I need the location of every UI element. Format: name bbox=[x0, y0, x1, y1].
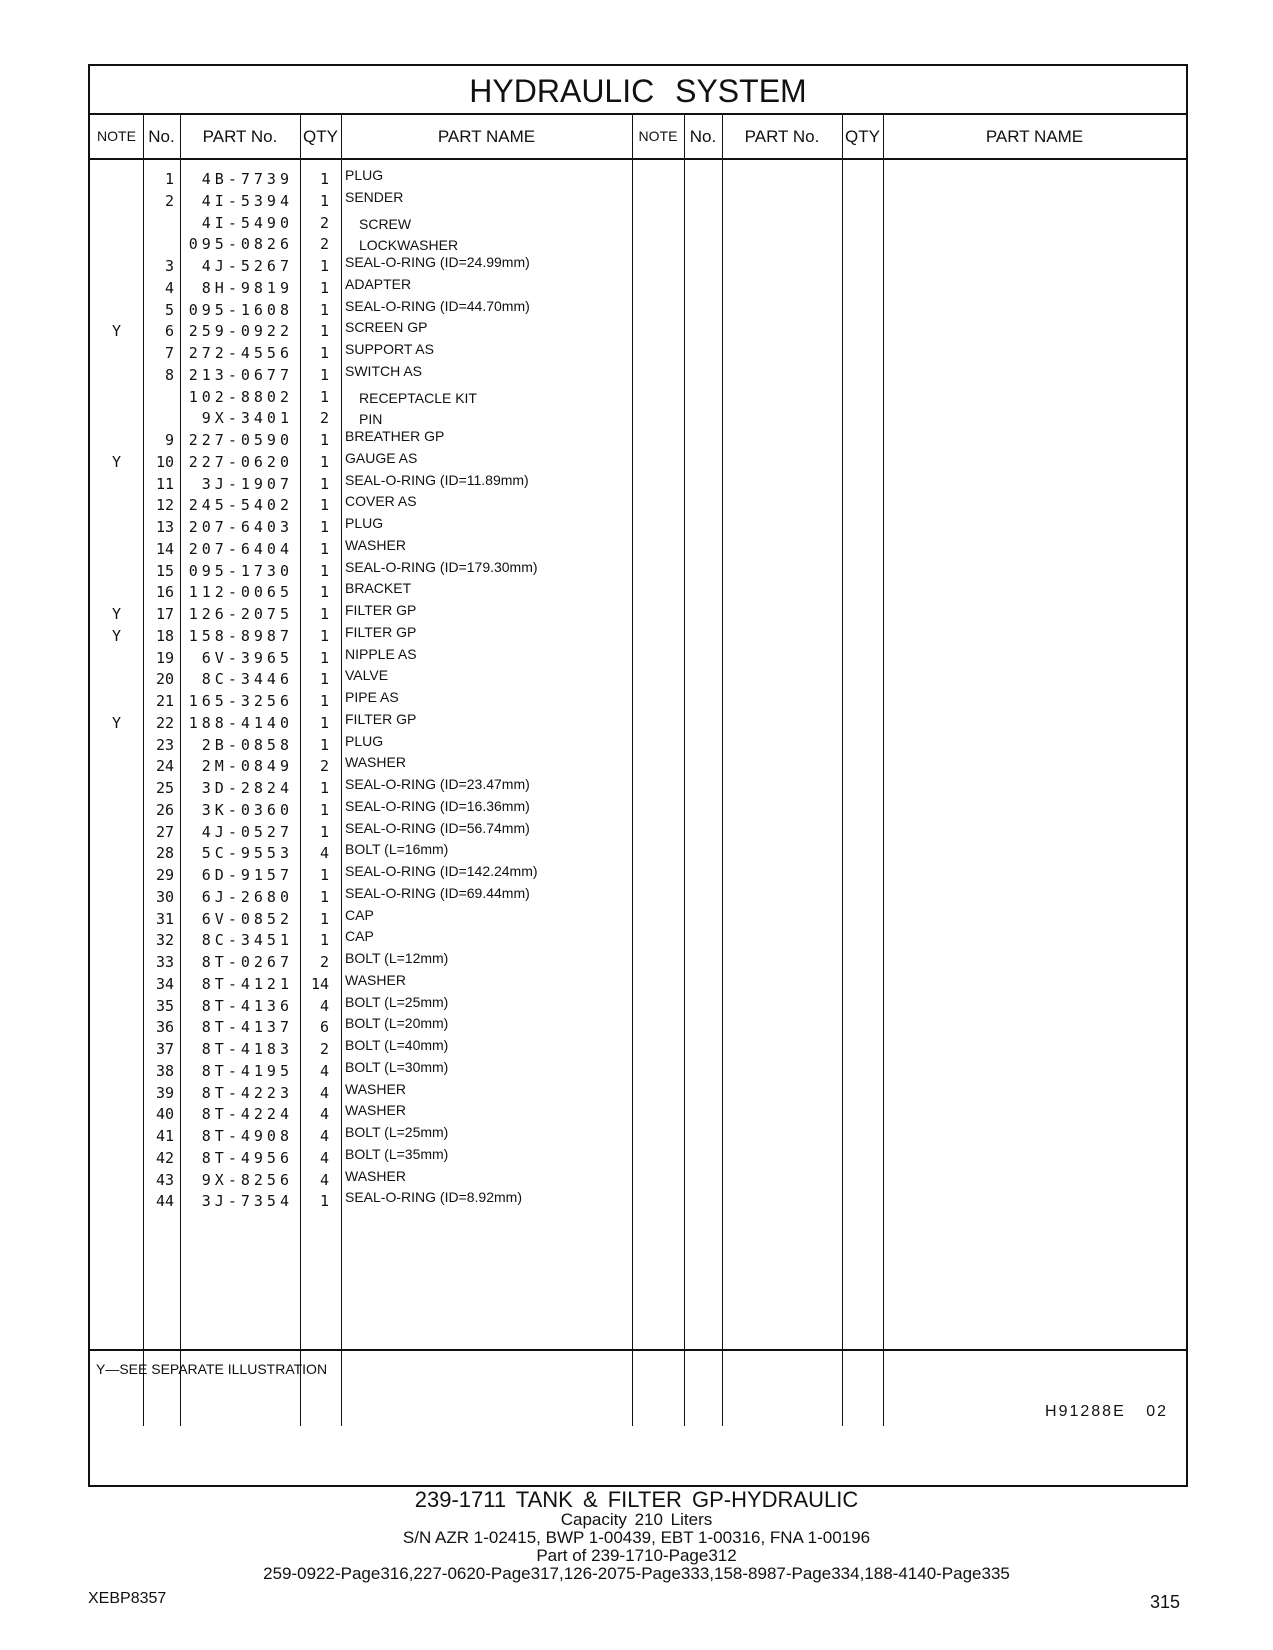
row-number: 1 bbox=[164, 170, 174, 188]
row-number: 22 bbox=[155, 713, 174, 732]
row-quantity: 1 bbox=[319, 322, 329, 341]
row-part-name: BOLT (L=35mm) bbox=[345, 1145, 449, 1162]
row-number: 7 bbox=[164, 344, 174, 362]
row-part-name: RECEPTACLE KIT bbox=[359, 389, 477, 406]
row-part-number: 4J-0527 bbox=[201, 822, 293, 841]
row-quantity: 1 bbox=[319, 561, 329, 580]
row-part-name: BOLT (L=12mm) bbox=[345, 950, 449, 966]
row-number: 3 bbox=[164, 257, 174, 275]
row-part-name: SEAL-O-RING (ID=24.99mm) bbox=[345, 254, 530, 270]
row-part-number: 207-6404 bbox=[188, 539, 293, 558]
row-quantity: 1 bbox=[319, 670, 329, 689]
column-divider bbox=[684, 113, 685, 1426]
row-part-number: 3D-2824 bbox=[201, 779, 293, 797]
row-number: 43 bbox=[155, 1170, 174, 1189]
row-part-number: 3J-7354 bbox=[201, 1192, 293, 1211]
row-quantity: 1 bbox=[319, 170, 329, 188]
caption-references: 259-0922-Page316,227-0620-Page317,126-2075-Page333,158-8987-Page334,188-4140-Page335 bbox=[263, 1564, 1010, 1583]
row-part-number: 165-3256 bbox=[188, 692, 293, 710]
row-number: 5 bbox=[164, 300, 174, 319]
row-quantity: 1 bbox=[319, 779, 329, 797]
row-part-name: SEAL-O-RING (ID=44.70mm) bbox=[345, 297, 530, 314]
row-note: Y bbox=[111, 452, 122, 471]
row-part-number: 8T-4121 bbox=[201, 974, 293, 993]
row-part-name: BOLT (L=20mm) bbox=[345, 1015, 449, 1032]
row-quantity: 1 bbox=[319, 452, 329, 471]
row-number: 2 bbox=[164, 191, 174, 210]
row-quantity: 4 bbox=[319, 1170, 329, 1189]
row-part-name: PIPE AS bbox=[345, 689, 399, 705]
row-quantity: 2 bbox=[319, 953, 329, 971]
row-part-number: 112-0065 bbox=[188, 583, 293, 602]
table-row bbox=[90, 190, 630, 212]
row-part-name: SCREEN GP bbox=[345, 319, 428, 336]
row-part-number: 095-1730 bbox=[188, 561, 293, 580]
row-number: 11 bbox=[155, 474, 174, 493]
row-part-name: SEAL-O-RING (ID=69.44mm) bbox=[345, 884, 530, 901]
row-part-name: LOCKWASHER bbox=[359, 237, 459, 254]
row-part-number: 8T-4224 bbox=[201, 1105, 293, 1124]
row-part-name: WASHER bbox=[345, 971, 406, 988]
row-part-name: BOLT (L=40mm) bbox=[345, 1037, 449, 1053]
column-divider bbox=[722, 113, 723, 1426]
row-number: 13 bbox=[155, 518, 174, 536]
drawing-code: H91288E 02 bbox=[1045, 1403, 1168, 1420]
row-part-number: 207-6403 bbox=[188, 518, 293, 536]
caption-capacity: Capacity 210 Liters bbox=[560, 1510, 713, 1529]
row-number: 4 bbox=[164, 278, 174, 297]
header-part-name-left: PART NAME bbox=[341, 113, 632, 160]
row-quantity: 1 bbox=[319, 496, 329, 515]
row-quantity: 1 bbox=[319, 822, 329, 841]
parts-table-frame bbox=[88, 64, 1188, 1487]
row-number: 39 bbox=[155, 1083, 174, 1102]
row-note: Y bbox=[111, 713, 122, 732]
row-quantity: 1 bbox=[319, 365, 329, 384]
row-quantity: 2 bbox=[319, 409, 329, 428]
row-part-number: 158-8987 bbox=[188, 626, 293, 645]
header-note-left: NOTE bbox=[90, 113, 143, 160]
row-number: 42 bbox=[155, 1148, 174, 1167]
row-number: 35 bbox=[155, 996, 174, 1015]
header-part-name-right: PART NAME bbox=[883, 113, 1186, 160]
row-number: 30 bbox=[155, 887, 174, 906]
header-qty-left: QTY bbox=[300, 113, 341, 160]
row-part-number: 6D-9157 bbox=[201, 866, 293, 884]
row-part-number: 8T-4956 bbox=[201, 1148, 293, 1167]
table-row bbox=[90, 212, 630, 234]
row-part-name: WASHER bbox=[345, 754, 406, 771]
row-quantity: 1 bbox=[319, 518, 329, 536]
row-number: 14 bbox=[155, 539, 174, 558]
row-number: 10 bbox=[155, 452, 174, 471]
row-number: 21 bbox=[155, 692, 174, 710]
row-part-number: 8C-3451 bbox=[201, 931, 293, 950]
header-part-no-left: PART No. bbox=[180, 113, 300, 160]
row-quantity: 6 bbox=[319, 1018, 329, 1037]
row-part-number: 095-0826 bbox=[188, 235, 293, 254]
row-quantity: 1 bbox=[319, 539, 329, 558]
row-quantity: 1 bbox=[319, 344, 329, 362]
row-quantity: 4 bbox=[319, 844, 329, 863]
row-number: 32 bbox=[155, 931, 174, 950]
row-number: 19 bbox=[155, 648, 174, 667]
header-no-left: No. bbox=[143, 113, 180, 160]
row-part-name: BREATHER GP bbox=[345, 428, 445, 444]
row-quantity: 4 bbox=[319, 1127, 329, 1145]
row-part-number: 8T-0267 bbox=[201, 953, 293, 971]
row-number: 28 bbox=[155, 844, 174, 863]
row-number: 23 bbox=[155, 735, 174, 754]
header-qty-right: QTY bbox=[842, 113, 883, 160]
row-part-name: GAUGE AS bbox=[345, 449, 418, 466]
row-quantity: 4 bbox=[319, 996, 329, 1015]
row-part-number: 3K-0360 bbox=[201, 800, 293, 819]
row-part-name: BOLT (L=25mm) bbox=[345, 993, 449, 1010]
row-part-name: PLUG bbox=[345, 732, 384, 749]
row-quantity: 1 bbox=[319, 713, 329, 732]
row-quantity: 1 bbox=[319, 605, 329, 623]
row-number: 24 bbox=[155, 757, 174, 776]
row-part-number: 6J-2680 bbox=[201, 887, 293, 906]
row-part-name: SEAL-O-RING (ID=179.30mm) bbox=[345, 558, 538, 575]
row-part-name: CAP bbox=[345, 928, 374, 945]
row-part-number: 3J-1907 bbox=[201, 474, 293, 493]
row-part-number: 8T-4137 bbox=[201, 1018, 293, 1037]
row-part-name: SEAL-O-RING (ID=11.89mm) bbox=[345, 471, 529, 488]
row-number: 6 bbox=[164, 322, 174, 341]
row-part-number: 188-4140 bbox=[188, 713, 293, 732]
table-row bbox=[90, 364, 630, 386]
row-part-number: 6V-0852 bbox=[201, 909, 293, 928]
row-quantity: 1 bbox=[319, 583, 329, 602]
row-quantity: 1 bbox=[319, 866, 329, 884]
row-part-name: BRACKET bbox=[345, 580, 412, 597]
row-quantity: 1 bbox=[319, 387, 329, 406]
column-divider bbox=[883, 113, 884, 1426]
row-part-name: WASHER bbox=[345, 536, 406, 553]
row-part-name: PLUG bbox=[345, 167, 384, 183]
row-quantity: 1 bbox=[319, 800, 329, 819]
header-no-right: No. bbox=[684, 113, 722, 160]
caption-title: 239-1711 TANK & FILTER GP-HYDRAULIC bbox=[414, 1487, 859, 1512]
row-part-number: 213-0677 bbox=[188, 365, 293, 384]
row-number: 15 bbox=[155, 561, 174, 580]
row-part-name: FILTER GP bbox=[345, 623, 417, 640]
row-number: 31 bbox=[155, 909, 174, 928]
row-part-number: 8T-4223 bbox=[201, 1083, 293, 1102]
row-quantity: 4 bbox=[319, 1148, 329, 1167]
row-note: Y bbox=[111, 605, 122, 623]
row-part-name: VALVE bbox=[345, 667, 389, 684]
row-part-name: BOLT (L=16mm) bbox=[345, 841, 449, 858]
row-part-name: WASHER bbox=[345, 1102, 406, 1119]
row-part-number: 245-5402 bbox=[188, 496, 293, 515]
header-note-right: NOTE bbox=[632, 113, 684, 160]
row-part-number: 227-0590 bbox=[188, 431, 293, 449]
caption-serial-numbers: S/N AZR 1-02415, BWP 1-00439, EBT 1-00316, FNA 1-00196 bbox=[402, 1528, 871, 1547]
row-part-number: 9X-3401 bbox=[201, 409, 293, 428]
row-part-name: WASHER bbox=[345, 1167, 406, 1184]
row-part-number: 102-8802 bbox=[188, 387, 293, 406]
caption-part-of: Part of 239-1710-Page312 bbox=[536, 1546, 737, 1565]
row-part-number: 8T-4908 bbox=[201, 1127, 293, 1145]
row-part-number: 126-2075 bbox=[188, 605, 293, 623]
row-quantity: 1 bbox=[319, 648, 329, 667]
row-note: Y bbox=[111, 322, 122, 341]
row-part-number: 272-4556 bbox=[188, 344, 293, 362]
row-number: 29 bbox=[155, 866, 174, 884]
row-quantity: 1 bbox=[319, 1192, 329, 1211]
row-number: 25 bbox=[155, 779, 174, 797]
table-row bbox=[90, 386, 630, 408]
row-number: 41 bbox=[155, 1127, 174, 1145]
row-part-name: CAP bbox=[345, 906, 374, 923]
row-part-name: FILTER GP bbox=[345, 602, 417, 618]
row-part-name: SEAL-O-RING (ID=16.36mm) bbox=[345, 797, 530, 814]
row-part-name: SCREW bbox=[359, 215, 412, 232]
row-part-number: 8T-4195 bbox=[201, 1061, 293, 1080]
row-quantity: 1 bbox=[319, 257, 329, 275]
row-part-name: SEAL-O-RING (ID=23.47mm) bbox=[345, 776, 530, 792]
row-part-number: 6V-3965 bbox=[201, 648, 293, 667]
row-part-name: SEAL-O-RING (ID=56.74mm) bbox=[345, 819, 530, 836]
row-number: 16 bbox=[155, 583, 174, 602]
note-legend: Y—SEE SEPARATE ILLUSTRATION bbox=[96, 1361, 328, 1377]
table-title: HYDRAULIC SYSTEM bbox=[90, 66, 1186, 115]
row-part-number: 2M-0849 bbox=[201, 757, 293, 776]
row-quantity: 2 bbox=[319, 213, 329, 232]
column-divider bbox=[842, 113, 843, 1426]
row-part-number: 259-0922 bbox=[188, 322, 293, 341]
row-quantity: 4 bbox=[319, 1083, 329, 1102]
row-number: 34 bbox=[155, 974, 174, 993]
row-number: 33 bbox=[155, 953, 174, 971]
row-part-name: SEAL-O-RING (ID=8.92mm) bbox=[345, 1189, 522, 1206]
row-quantity: 1 bbox=[319, 300, 329, 319]
table-bottom-rule bbox=[90, 1349, 1186, 1351]
row-number: 8 bbox=[164, 365, 174, 384]
row-number: 38 bbox=[155, 1061, 174, 1080]
row-part-number: 9X-8256 bbox=[201, 1170, 293, 1189]
row-quantity: 1 bbox=[319, 191, 329, 210]
row-part-name: SEAL-O-RING (ID=142.24mm) bbox=[345, 863, 538, 879]
row-quantity: 1 bbox=[319, 692, 329, 710]
row-quantity: 1 bbox=[319, 278, 329, 297]
row-part-number: 4J-5267 bbox=[201, 257, 293, 275]
row-part-name: BOLT (L=30mm) bbox=[345, 1058, 449, 1075]
row-number: 40 bbox=[155, 1105, 174, 1124]
document-id: XEBP8357 bbox=[88, 1590, 167, 1607]
row-number: 26 bbox=[155, 800, 174, 819]
row-number: 36 bbox=[155, 1018, 174, 1037]
row-quantity: 1 bbox=[319, 931, 329, 950]
row-quantity: 1 bbox=[319, 909, 329, 928]
row-part-number: 8C-3446 bbox=[201, 670, 293, 689]
row-part-number: 8H-9819 bbox=[201, 278, 293, 297]
row-part-number: 4I-5394 bbox=[201, 191, 293, 210]
table-row bbox=[90, 1190, 630, 1212]
row-number: 27 bbox=[155, 822, 174, 841]
row-part-name: COVER AS bbox=[345, 493, 417, 510]
column-divider bbox=[632, 113, 633, 1426]
row-number: 17 bbox=[155, 605, 174, 623]
row-part-name: WASHER bbox=[345, 1080, 406, 1097]
row-part-name: SUPPORT AS bbox=[345, 341, 434, 357]
row-part-name: PLUG bbox=[345, 515, 384, 531]
row-part-name: ADAPTER bbox=[345, 275, 412, 292]
row-part-number: 095-1608 bbox=[188, 300, 293, 319]
row-part-name: SENDER bbox=[345, 188, 404, 205]
row-quantity: 4 bbox=[319, 1061, 329, 1080]
row-number: 18 bbox=[155, 626, 174, 645]
row-quantity: 1 bbox=[319, 626, 329, 645]
row-number: 20 bbox=[155, 670, 174, 689]
row-quantity: 4 bbox=[319, 1105, 329, 1124]
row-part-name: BOLT (L=25mm) bbox=[345, 1124, 449, 1140]
row-part-name: FILTER GP bbox=[345, 710, 417, 727]
row-quantity: 1 bbox=[319, 735, 329, 754]
row-part-number: 5C-9553 bbox=[201, 844, 293, 863]
row-quantity: 2 bbox=[319, 1040, 329, 1058]
row-number: 37 bbox=[155, 1040, 174, 1058]
row-part-name: PIN bbox=[359, 411, 383, 428]
row-part-number: 8T-4136 bbox=[201, 996, 293, 1015]
row-part-number: 227-0620 bbox=[188, 452, 293, 471]
row-note: Y bbox=[111, 626, 122, 645]
row-quantity: 2 bbox=[319, 235, 329, 254]
row-part-number: 2B-0858 bbox=[201, 735, 293, 754]
row-quantity: 2 bbox=[319, 757, 329, 776]
page-number: 315 bbox=[1150, 1592, 1181, 1612]
row-number: 44 bbox=[155, 1192, 174, 1211]
row-part-name: SWITCH AS bbox=[345, 362, 423, 379]
row-part-number: 4I-5490 bbox=[201, 213, 293, 232]
row-quantity: 1 bbox=[319, 431, 329, 449]
row-quantity: 1 bbox=[319, 474, 329, 493]
row-quantity: 1 bbox=[319, 887, 329, 906]
row-number: 12 bbox=[155, 496, 174, 515]
row-quantity: 14 bbox=[310, 974, 329, 993]
header-part-no-right: PART No. bbox=[722, 113, 842, 160]
row-part-name: NIPPLE AS bbox=[345, 645, 417, 662]
row-number: 9 bbox=[164, 431, 174, 449]
row-part-number: 8T-4183 bbox=[201, 1040, 293, 1058]
row-part-number: 4B-7739 bbox=[201, 170, 293, 188]
